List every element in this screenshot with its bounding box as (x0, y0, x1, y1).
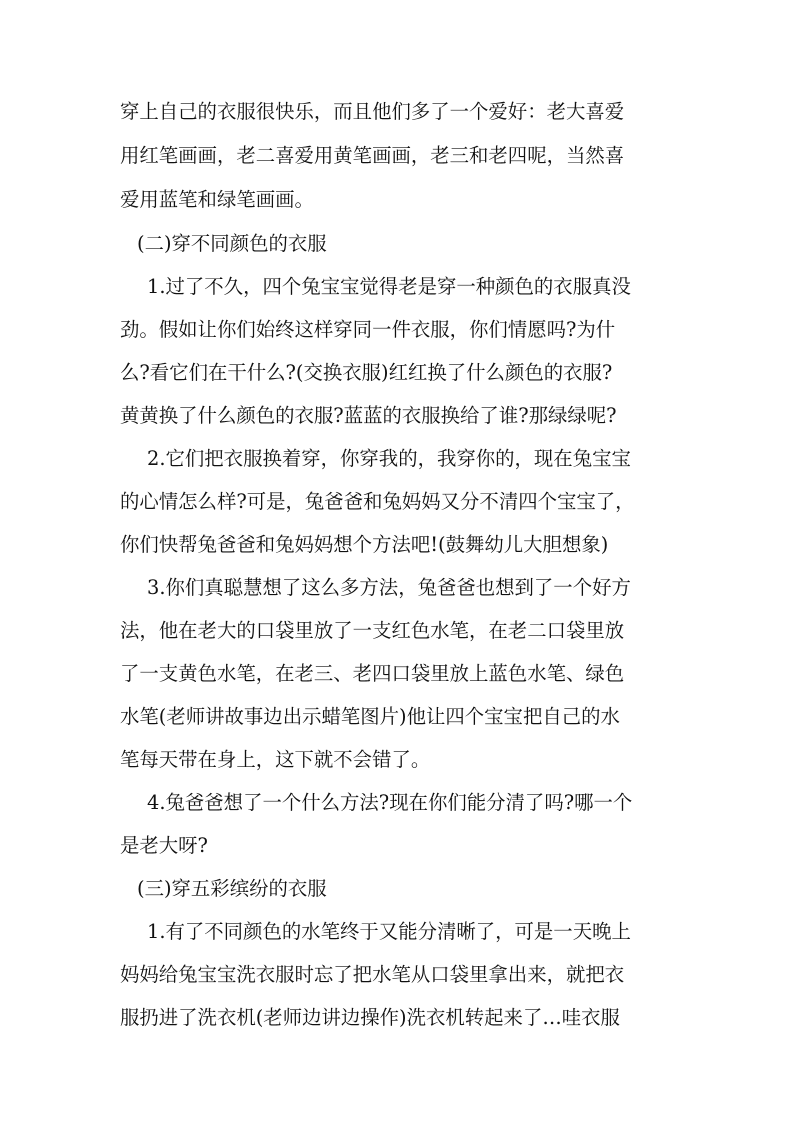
text-line: 1.过了不久，四个兔宝宝觉得老是穿一种颜色的衣服真没 (147, 275, 631, 298)
text-line: 妈妈给兔宝宝洗衣服时忘了把水笔从口袋里拿出来，就把衣 (120, 963, 625, 986)
text-line: 2.它们把衣服换着穿，你穿我的，我穿你的，现在兔宝宝 (147, 447, 631, 470)
text-line: 穿上自己的衣服很快乐，而且他们多了一个爱好：老大喜爱 (120, 100, 625, 123)
section-heading: (三)穿五彩缤纷的衣服 (137, 877, 327, 900)
text-line: 服扔进了洗衣机(老师边讲边操作)洗衣机转起来了…哇衣服 (120, 1006, 620, 1029)
text-line: 爱用蓝笔和绿笔画画。 (120, 188, 314, 211)
text-line: 法，他在老大的口袋里放了一支红色水笔，在老二口袋里放 (120, 619, 625, 642)
text-line: 是老大呀? (120, 834, 208, 857)
text-line: 1.有了不同颜色的水笔终于又能分清晰了，可是一天晚上 (147, 920, 631, 943)
text-line: 劲。假如让你们始终这样穿同一件衣服，你们情愿吗?为什 (120, 318, 616, 341)
text-line: 用红笔画画，老二喜爱用黄笔画画，老三和老四呢，当然喜 (120, 144, 625, 167)
text-line: 笔每天带在身上，这下就不会错了。 (120, 748, 431, 771)
text-line: 黄黄换了什么颜色的衣服?蓝蓝的衣服换给了谁?那绿绿呢? (120, 404, 617, 427)
text-line: 了一支黄色水笔，在老三、老四口袋里放上蓝色水笔、绿色 (120, 662, 625, 685)
text-line: 你们快帮兔爸爸和兔妈妈想个方法吧!(鼓舞幼儿大胆想象) (120, 533, 609, 556)
section-heading: (二)穿不同颜色的衣服 (137, 232, 327, 255)
text-line: 的心情怎么样?可是，兔爸爸和兔妈妈又分不清四个宝宝了， (120, 490, 635, 513)
text-line: 3.你们真聪慧想了这么多方法，兔爸爸也想到了一个好方 (147, 576, 631, 599)
text-line: 水笔(老师讲故事边出示蜡笔图片)他让四个宝宝把自己的水 (120, 705, 620, 728)
text-line: 4.兔爸爸想了一个什么方法?现在你们能分清了吗?哪一个 (147, 791, 633, 814)
text-line: 么?看它们在干什么?(交换衣服)红红换了什么颜色的衣服? (120, 361, 613, 384)
